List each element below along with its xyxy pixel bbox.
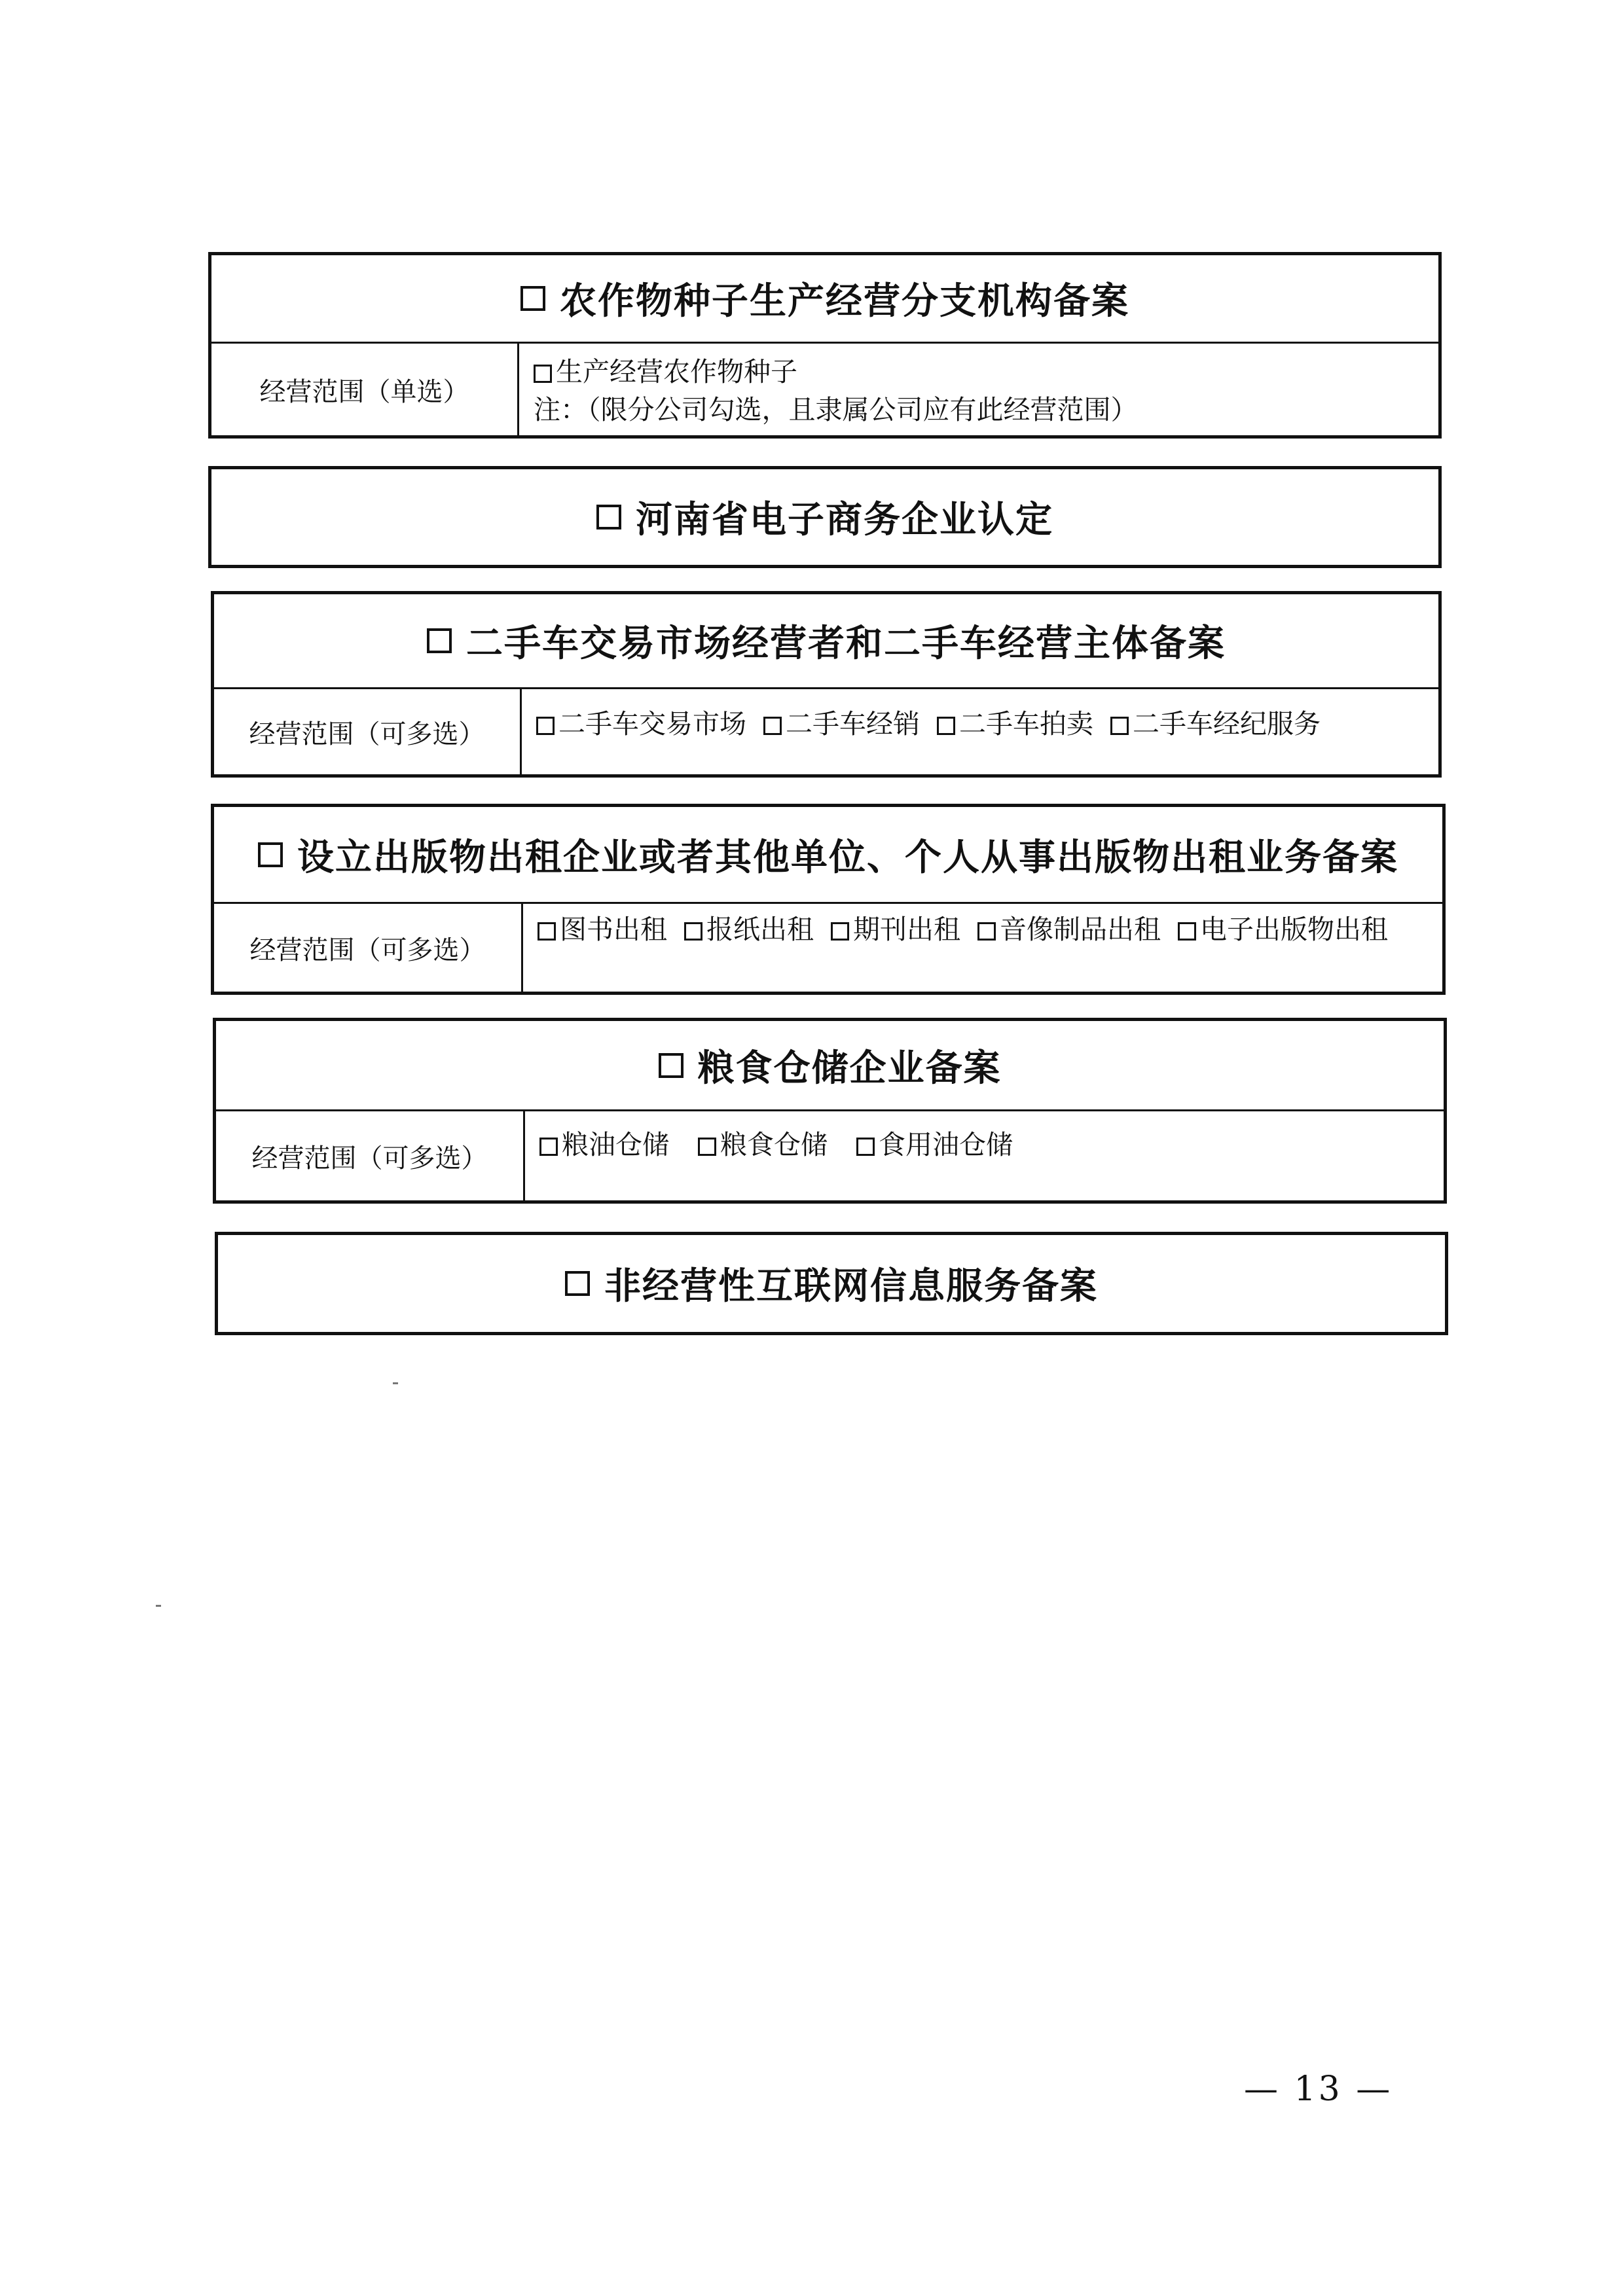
option-checkbox[interactable]	[698, 1138, 716, 1156]
section-title	[211, 469, 1438, 565]
section-title-text: 农作物种子生产经营分支机构备案	[560, 280, 1129, 323]
option-checkbox[interactable]	[1178, 922, 1196, 941]
option-label: 食用油仓储	[879, 1129, 1013, 1160]
scan-speck	[156, 1605, 161, 1607]
section-title	[218, 1235, 1445, 1332]
section-checkbox[interactable]	[258, 842, 283, 867]
section-title	[216, 1021, 1444, 1111]
option-checkbox[interactable]	[1110, 717, 1129, 735]
option-checkbox[interactable]	[831, 922, 849, 941]
section-publication-rental-filing	[211, 804, 1446, 995]
section-title-text: 二手车交易市场经营者和二手车经营主体备案	[466, 622, 1226, 665]
section-title-text: 河南省电子商务企业认定	[636, 499, 1053, 541]
scope-note: 注：（限分公司勾选，且隶属公司应有此经营范围）	[534, 394, 1138, 425]
section-checkbox[interactable]	[596, 505, 621, 529]
section-title-text: 设立出版物出租企业或者其他单位、个人从事出版物出租业务备案	[297, 836, 1398, 879]
option-checkbox[interactable]	[977, 922, 996, 941]
option-label: 生产经营农作物种子	[556, 356, 797, 387]
option-checkbox[interactable]	[536, 717, 555, 735]
scope-label: 经营范围（单选）	[211, 344, 519, 435]
section-title	[211, 255, 1438, 344]
option-label: 图书出租	[560, 914, 667, 945]
section-title-text: 非经营性互联网信息服务备案	[604, 1265, 1098, 1308]
option-checkbox[interactable]	[538, 922, 556, 941]
option-checkbox[interactable]	[684, 922, 702, 941]
scope-label: 经营范围（可多选）	[214, 904, 523, 992]
option-label: 音像制品出租	[1000, 914, 1161, 945]
option-checkbox[interactable]	[856, 1138, 875, 1156]
option-label: 粮食仓储	[720, 1129, 828, 1160]
scope-options	[522, 689, 1438, 774]
scope-label: 经营范围（可多选）	[214, 689, 522, 774]
section-checkbox[interactable]	[565, 1271, 590, 1296]
option-label: 二手车经纪服务	[1133, 708, 1321, 740]
section-checkbox[interactable]	[659, 1053, 684, 1078]
section-checkbox[interactable]	[520, 286, 545, 311]
section-title	[214, 594, 1438, 689]
scan-speck	[393, 1382, 398, 1384]
option-checkbox[interactable]	[534, 365, 552, 383]
scope-options	[523, 904, 1442, 992]
option-label: 二手车拍卖	[959, 708, 1093, 740]
option-checkbox[interactable]	[539, 1138, 558, 1156]
section-checkbox[interactable]	[427, 628, 452, 653]
scope-label: 经营范围（可多选）	[216, 1111, 525, 1200]
section-noncommercial-internet-info-filing	[215, 1232, 1448, 1335]
section-henan-ecommerce-certification	[208, 466, 1442, 568]
page-number: — 13 —	[1244, 2070, 1393, 2109]
option-label: 报纸出租	[706, 914, 814, 945]
option-label: 粮油仓储	[562, 1129, 669, 1160]
section-grain-storage-filing	[213, 1018, 1447, 1204]
section-title	[214, 807, 1442, 904]
section-used-car-filing	[211, 591, 1442, 778]
section-title-text: 粮食仓储企业备案	[697, 1047, 1002, 1090]
option-checkbox[interactable]	[937, 717, 955, 735]
section-crop-seed-branch-filing	[208, 252, 1442, 439]
scope-options	[519, 344, 1438, 435]
option-label: 二手车交易市场	[558, 708, 746, 740]
option-label: 电子出版物出租	[1200, 914, 1388, 945]
scope-options	[525, 1111, 1444, 1200]
option-label: 二手车经销	[786, 708, 920, 740]
option-label: 期刊出租	[853, 914, 960, 945]
option-checkbox[interactable]	[763, 717, 782, 735]
